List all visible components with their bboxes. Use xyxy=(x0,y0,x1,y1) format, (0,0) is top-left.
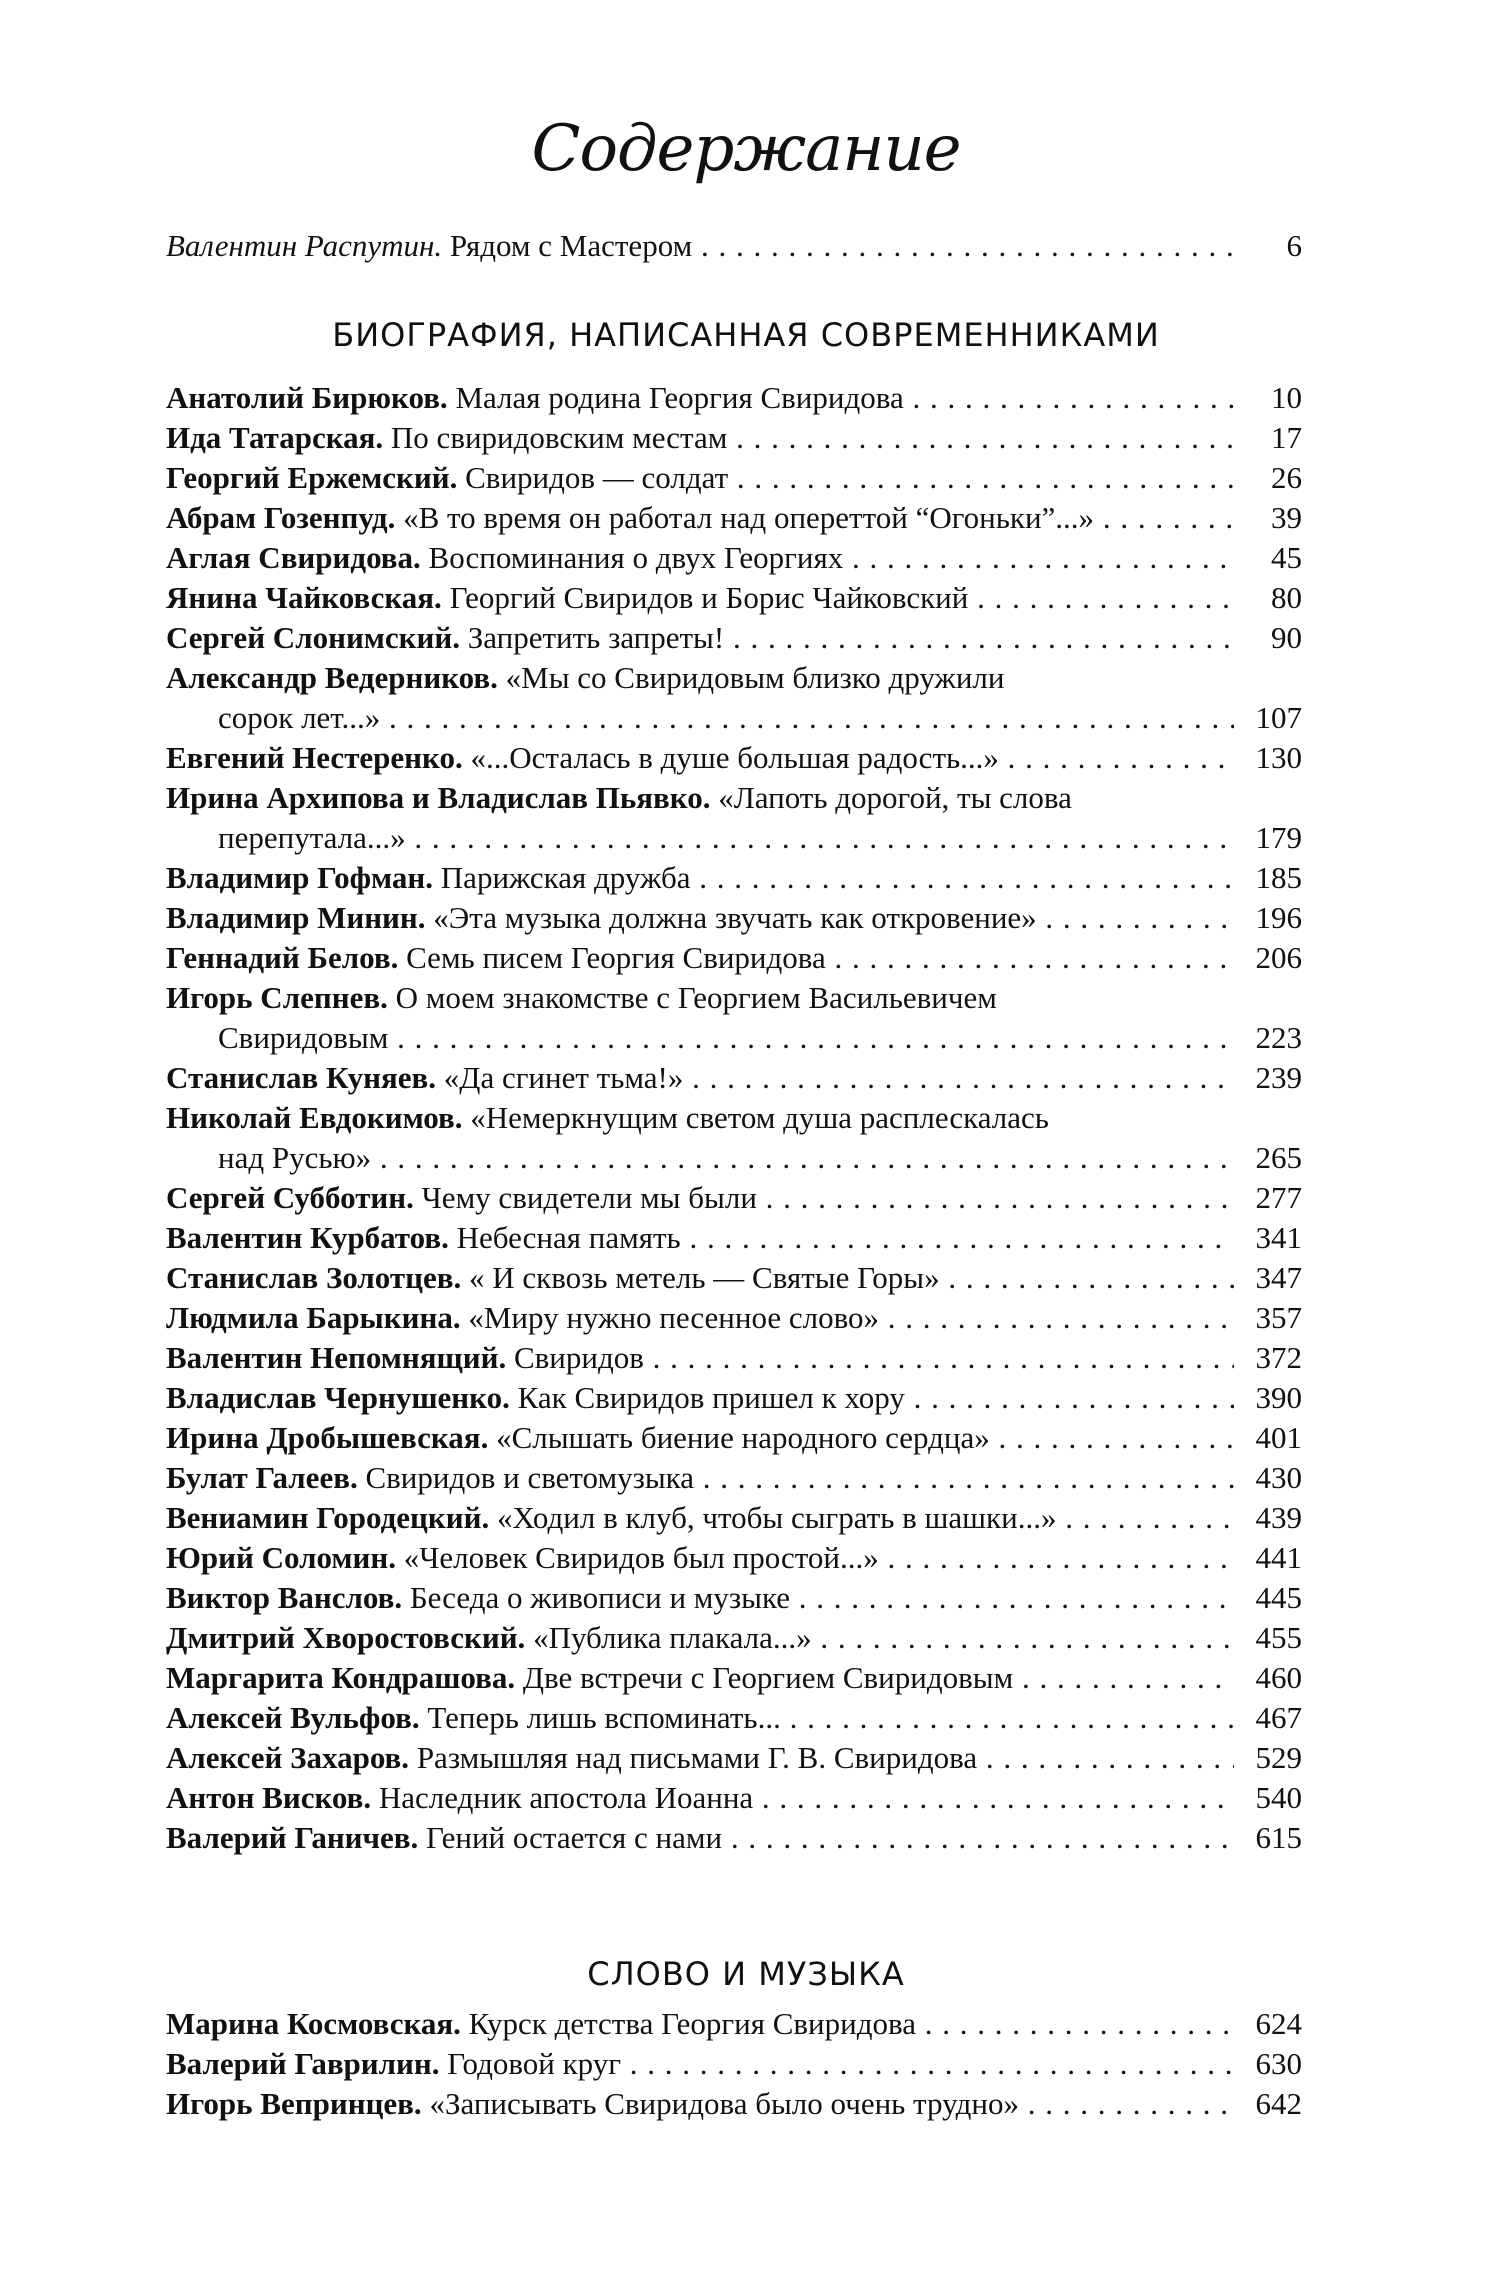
entry-author: Булат Галеев. xyxy=(166,1460,358,1495)
entry-author: Николай Евдокимов. xyxy=(166,1100,463,1135)
page-number: 455 xyxy=(1255,1620,1302,1655)
entry-text xyxy=(166,1458,1234,1498)
entry-title: «Лапоть дорогой, ты слова xyxy=(718,780,1072,815)
toc-entry-continuation xyxy=(166,698,1302,738)
toc-entry[interactable] xyxy=(166,1098,1302,1138)
page-number: 26 xyxy=(1271,460,1302,495)
toc-entry[interactable] xyxy=(166,978,1302,1018)
entry-author: Валерий Ганичев. xyxy=(166,1820,419,1855)
page-number: 439 xyxy=(1255,1500,1302,1535)
entry-author: Юрий Соломин. xyxy=(166,1540,396,1575)
entry-title: Семь писем Георгия Свиридова xyxy=(406,940,826,975)
page-number: 17 xyxy=(1271,420,1302,455)
entry-text xyxy=(166,1818,1234,1858)
entry-continuation: Свиридовым . . . xyxy=(218,1018,1234,1058)
toc-entry[interactable] xyxy=(166,1498,1302,1538)
toc-entry[interactable] xyxy=(166,938,1302,978)
entry-text xyxy=(166,2044,1234,2084)
toc-entry-continuation xyxy=(166,1018,1302,1058)
page-number: 39 xyxy=(1271,500,1302,535)
entry-author: Игорь Вепринцев. xyxy=(166,2086,422,2121)
entry-title: Размышляя над письмами Г. В. Свиридова xyxy=(416,1740,978,1775)
entry-author: Дмитрий Хворостовский. xyxy=(166,1620,526,1655)
entry-text xyxy=(166,538,1234,578)
entry-author: Анатолий Бирюков. xyxy=(166,380,448,415)
page-number: 185 xyxy=(1255,860,1302,895)
entry-text xyxy=(166,978,997,1018)
page-number: 357 xyxy=(1255,1300,1302,1335)
entry-text xyxy=(166,1538,1234,1578)
page-number: 347 xyxy=(1255,1260,1302,1295)
page-number: 223 xyxy=(1255,1020,1302,1055)
entry-title: «Человек Свиридов был простой...» xyxy=(403,1540,879,1575)
page-number: 430 xyxy=(1255,1460,1302,1495)
toc-entry[interactable] xyxy=(166,1538,1302,1578)
toc-entry[interactable] xyxy=(166,578,1302,618)
entry-text xyxy=(166,1218,1234,1258)
entry-title: Свиридов и светомузыка xyxy=(365,1460,695,1495)
entry-text xyxy=(166,618,1234,658)
entry-title: Годовой круг xyxy=(447,2046,621,2081)
toc-entry[interactable] xyxy=(166,1058,1302,1098)
page-number: 206 xyxy=(1255,940,1302,975)
entry-author: Владимир Минин. xyxy=(166,900,426,935)
entry-author: Сергей Субботин. xyxy=(166,1180,414,1215)
entry-title: Теперь лишь вспоминать... xyxy=(427,1700,781,1735)
toc-entry[interactable] xyxy=(166,2044,1302,2084)
entry-text xyxy=(166,658,1004,698)
entry-title: «Немеркнущим светом душа расплескалась xyxy=(470,1100,1049,1135)
entry-author: Антон Висков. xyxy=(166,1780,372,1815)
entry-text xyxy=(166,1298,1234,1338)
entry-title: Небесная память xyxy=(456,1220,681,1255)
entry-title: Как Свиридов пришел к хору xyxy=(517,1380,905,1415)
entry-title: Парижская дружба xyxy=(440,860,691,895)
entry-author: Аглая Свиридова. xyxy=(166,540,421,575)
page-number: 445 xyxy=(1255,1580,1302,1615)
page-number: 615 xyxy=(1255,1820,1302,1855)
entry-text xyxy=(166,1258,1234,1298)
entry-continuation: перепутала...» . . . xyxy=(218,818,1234,858)
toc-entry[interactable] xyxy=(166,858,1302,898)
entry-title: О моем знакомстве с Георгием Васильевичем xyxy=(395,980,997,1015)
toc-entry[interactable] xyxy=(166,1418,1302,1458)
entry-text xyxy=(166,1338,1234,1378)
entry-text xyxy=(166,1738,1234,1778)
entry-author: Янина Чайковская. xyxy=(166,580,442,615)
entry-text xyxy=(166,378,1234,418)
toc-entry-continuation xyxy=(166,1138,1302,1178)
entry-title: «Миру нужно песенное слово» xyxy=(468,1300,880,1335)
toc-entry[interactable] xyxy=(166,2084,1302,2124)
entry-continuation: сорок лет...» . . . xyxy=(218,698,1234,738)
entry-text xyxy=(166,2004,1234,2044)
entry-author: Евгений Нестеренко. xyxy=(166,740,463,775)
entry-text xyxy=(166,938,1234,978)
entry-author: Игорь Слепнев. xyxy=(166,980,388,1015)
entry-author: Геннадий Белов. xyxy=(166,940,399,975)
entry-author: Александр Ведерников. xyxy=(166,660,498,695)
entry-author: Марина Космовская. xyxy=(166,2006,461,2041)
toc-entry[interactable] xyxy=(166,1458,1302,1498)
entry-title: «Публика плакала...» xyxy=(533,1620,812,1655)
entry-author: Ирина Архипова и Владислав Пьявко. xyxy=(166,780,711,815)
entry-author: Валентин Непомнящий. xyxy=(166,1340,507,1375)
page-number: 277 xyxy=(1255,1180,1302,1215)
entry-text xyxy=(166,1778,1234,1818)
entry-title: Свиридов — солдат xyxy=(465,460,729,495)
toc-entry[interactable] xyxy=(166,898,1302,938)
entry-author: Ида Татарская. xyxy=(166,420,384,455)
entry-title: Георгий Свиридов и Борис Чайковский xyxy=(449,580,969,615)
toc-entry-continuation xyxy=(166,818,1302,858)
toc-entry[interactable] xyxy=(166,458,1302,498)
toc-entry[interactable] xyxy=(166,378,1302,418)
entry-title: Две встречи с Георгием Свиридовым xyxy=(522,1660,1014,1695)
toc-entry[interactable] xyxy=(166,1178,1302,1218)
entry-text xyxy=(166,1698,1234,1738)
page-number: 45 xyxy=(1271,540,1302,575)
page-number: 341 xyxy=(1255,1220,1302,1255)
entry-title: Воспоминания о двух Георгиях xyxy=(428,540,844,575)
toc-entry[interactable] xyxy=(166,1658,1302,1698)
entry-author: Станислав Куняев. xyxy=(166,1060,437,1095)
toc-entry[interactable] xyxy=(166,778,1302,818)
page-title: Содержание xyxy=(531,112,961,186)
entry-text xyxy=(166,1378,1234,1418)
entry-author: Валерий Гаврилин. xyxy=(166,2046,440,2081)
entry-author: Валентин Распутин. xyxy=(166,228,443,263)
toc-entry[interactable] xyxy=(166,618,1302,658)
entry-title: Малая родина Георгия Свиридова xyxy=(455,380,904,415)
entry-text xyxy=(166,418,1234,458)
entry-author: Алексей Вульфов. xyxy=(166,1700,420,1735)
entry-title: По свиридовским местам xyxy=(390,420,728,455)
entry-text xyxy=(166,2084,1234,2124)
entry-title: «...Осталась в душе большая радость...» xyxy=(470,740,999,775)
entry-title: Свиридов xyxy=(513,1340,644,1375)
entry-author: Сергей Слонимский. xyxy=(166,620,461,655)
toc-entry[interactable] xyxy=(166,538,1302,578)
entry-author: Георгий Ержемский. xyxy=(166,460,458,495)
entry-author: Ирина Дробышевская. xyxy=(166,1420,489,1455)
entry-author: Абрам Гозенпуд. xyxy=(166,500,396,535)
page-number: 10 xyxy=(1271,380,1302,415)
page-number: 540 xyxy=(1255,1780,1302,1815)
toc-entry[interactable] xyxy=(166,1258,1302,1298)
toc-entry[interactable] xyxy=(166,418,1302,458)
page-number: 265 xyxy=(1255,1140,1302,1175)
toc-entry[interactable] xyxy=(166,1818,1302,1858)
page-number: 624 xyxy=(1255,2006,1302,2041)
entry-title: «Записывать Свиридова было очень трудно» xyxy=(429,2086,1019,2121)
entry-title: « И сквозь метель — Святые Горы» xyxy=(468,1260,940,1295)
entry-title: «Слышать биение народного сердца» xyxy=(496,1420,990,1455)
page-number: 179 xyxy=(1255,820,1302,855)
entry-text xyxy=(166,1498,1234,1538)
entry-text xyxy=(166,1578,1234,1618)
entry-text xyxy=(166,578,1234,618)
page-number: 630 xyxy=(1255,2046,1302,2081)
entry-title: «Да сгинет тьма!» xyxy=(443,1060,684,1095)
entry-title: Наследник апостола Иоанна xyxy=(378,1780,754,1815)
page-number: 529 xyxy=(1255,1740,1302,1775)
page-number: 130 xyxy=(1255,740,1302,775)
entry-text xyxy=(166,498,1234,538)
entry-text xyxy=(166,226,1234,266)
entry-title: Чему свидетели мы были xyxy=(421,1180,757,1215)
toc-entry[interactable] xyxy=(166,1738,1302,1778)
entry-text xyxy=(166,1618,1234,1658)
page-number: 467 xyxy=(1255,1700,1302,1735)
entry-author: Алексей Захаров. xyxy=(166,1740,410,1775)
toc-entry[interactable] xyxy=(166,2004,1302,2044)
page-number: 441 xyxy=(1255,1540,1302,1575)
toc-entry[interactable] xyxy=(166,1218,1302,1258)
toc-entry[interactable] xyxy=(166,1378,1302,1418)
page-number: 642 xyxy=(1255,2086,1302,2121)
page-number: 80 xyxy=(1271,580,1302,615)
entry-title: Рядом с Мастером xyxy=(449,228,693,263)
entry-text xyxy=(166,1418,1234,1458)
toc-entry[interactable] xyxy=(166,738,1302,778)
page-number: 372 xyxy=(1255,1340,1302,1375)
page-number: 239 xyxy=(1255,1060,1302,1095)
page-number: 6 xyxy=(1286,228,1302,263)
toc-entry[interactable] xyxy=(166,1698,1302,1738)
entry-author: Валентин Курбатов. xyxy=(166,1220,449,1255)
page-number: 90 xyxy=(1271,620,1302,655)
entry-title: Курск детства Георгия Свиридова xyxy=(468,2006,916,2041)
section-heading: СЛОВО И МУЗЫКА xyxy=(587,1955,905,1993)
entry-title: «В то время он работал над опереттой “Огоньки”...» xyxy=(403,500,1095,535)
entry-title: «Ходил в клуб, чтобы сыграть в шашки...» xyxy=(496,1500,1057,1535)
entry-title: «Эта музыка должна звучать как откровение» xyxy=(433,900,1037,935)
page-number: 390 xyxy=(1255,1380,1302,1415)
page-number: 401 xyxy=(1255,1420,1302,1455)
toc-entry[interactable] xyxy=(166,1618,1302,1658)
entry-text xyxy=(166,458,1234,498)
page-number: 196 xyxy=(1255,900,1302,935)
toc-entry[interactable] xyxy=(166,1338,1302,1378)
entry-text xyxy=(166,858,1234,898)
entry-author: Вениамин Городецкий. xyxy=(166,1500,490,1535)
page-number: 107 xyxy=(1255,700,1302,735)
entry-text xyxy=(166,778,1072,818)
entry-text xyxy=(166,1098,1049,1138)
entry-text xyxy=(166,1178,1234,1218)
entry-author: Людмила Барыкина. xyxy=(166,1300,461,1335)
section-heading: БИОГРАФИЯ, НАПИСАННАЯ СОВРЕМЕННИКАМИ xyxy=(332,316,1160,354)
page-number: 460 xyxy=(1255,1660,1302,1695)
toc-entry[interactable] xyxy=(166,658,1302,698)
toc-entry[interactable] xyxy=(166,226,1302,266)
toc-entry[interactable] xyxy=(166,1778,1302,1818)
entry-author: Станислав Золотцев. xyxy=(166,1260,462,1295)
entry-author: Виктор Ванслов. xyxy=(166,1580,403,1615)
entry-title: Беседа о живописи и музыке xyxy=(409,1580,791,1615)
entry-author: Маргарита Кондрашова. xyxy=(166,1660,516,1695)
toc-entry[interactable] xyxy=(166,1578,1302,1618)
entry-continuation: над Русью» . . . xyxy=(218,1138,1234,1178)
toc-entry[interactable] xyxy=(166,498,1302,538)
entry-author: Владимир Гофман. xyxy=(166,860,434,895)
toc-entry[interactable] xyxy=(166,1298,1302,1338)
entry-author: Владислав Чернушенко. xyxy=(166,1380,510,1415)
entry-title: Гений остается с нами xyxy=(426,1820,723,1855)
entry-text xyxy=(166,738,1234,778)
entry-text xyxy=(166,1058,1234,1098)
entry-title: «Мы со Свиридовым близко дружили xyxy=(505,660,1005,695)
entry-text xyxy=(166,1658,1234,1698)
entry-text xyxy=(166,898,1234,938)
entry-title: Запретить запреты! xyxy=(467,620,725,655)
